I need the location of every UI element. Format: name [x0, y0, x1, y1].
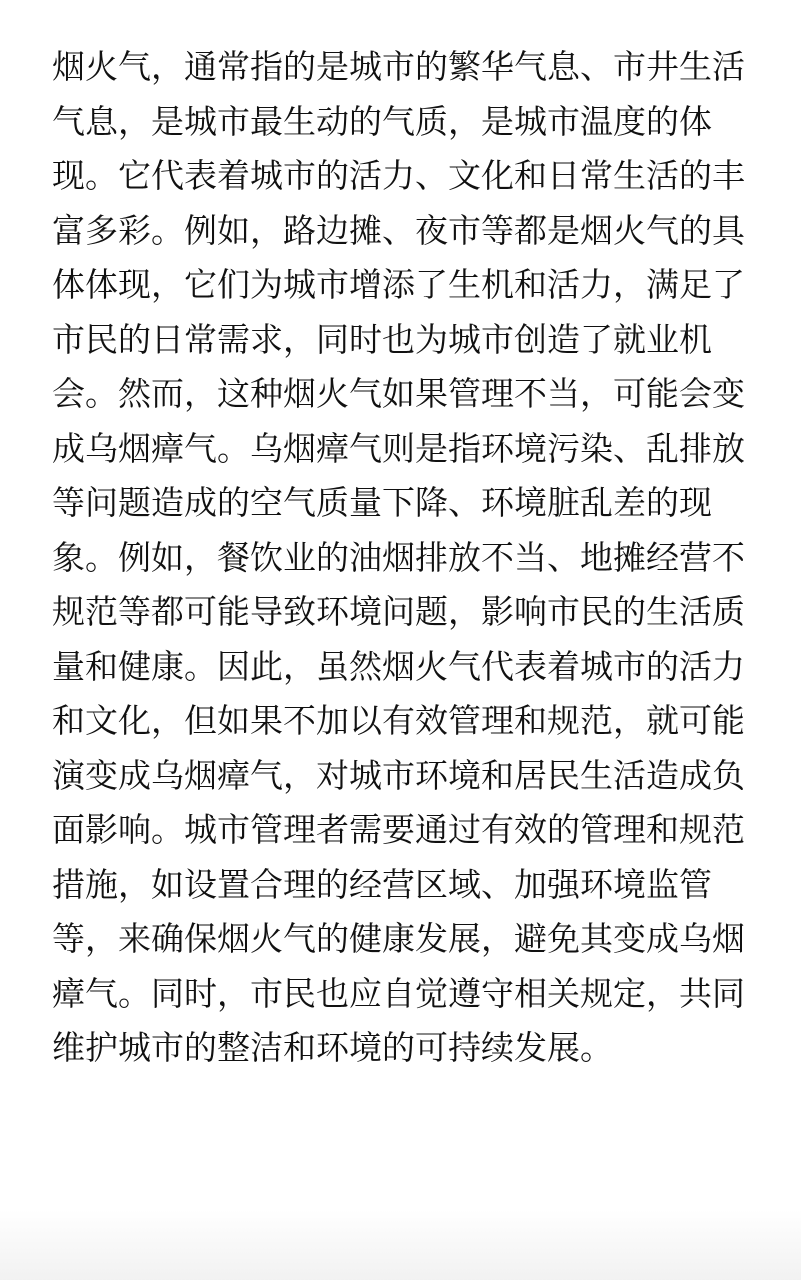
text-line: 瘴气。同时，市民也应自觉遵守相关规定，共同	[52, 973, 745, 1013]
text-line: 规范等都可能导致环境问题，影响市民的生活质	[52, 592, 745, 631]
bottom-fade	[0, 1210, 801, 1280]
text-line: 和文化，但如果不加以有效管理和规范，就可能	[52, 701, 745, 740]
text-line: 市民的日常需求，同时也为城市创造了就业机	[52, 319, 712, 359]
text-line: 演变成乌烟瘴气，对城市环境和居民生活造成负	[52, 755, 745, 795]
text-line: 等，来确保烟火气的健康发展，避免其变成乌烟	[52, 919, 745, 958]
text-line: 烟火气，通常指的是城市的繁华气息、市井生活	[52, 47, 745, 86]
article-body	[52, 40, 752, 1076]
text-line: 象。例如，餐饮业的油烟排放不当、地摊经营不	[52, 537, 745, 577]
text-line: 富多彩。例如，路边摊、夜市等都是烟火气的具	[52, 210, 745, 250]
text-line: 措施，如设置合理的经营区域、加强环境监管	[52, 864, 712, 904]
text-line: 等问题造成的空气质量下降、环境脏乱差的现	[52, 483, 712, 522]
text-line: 现。它代表着城市的活力、文化和日常生活的丰	[52, 156, 745, 195]
text-line: 气息，是城市最生动的气质，是城市温度的体	[52, 101, 712, 141]
text-line: 会。然而，这种烟火气如果管理不当，可能会变	[52, 374, 745, 413]
text-line: 成乌烟瘴气。乌烟瘴气则是指环境污染、乱排放	[52, 428, 745, 468]
text-line: 面影响。城市管理者需要通过有效的管理和规范	[52, 810, 745, 849]
text-line: 维护城市的整洁和环境的可持续发展。	[52, 1028, 613, 1067]
text-line: 体体现，它们为城市增添了生机和活力，满足了	[52, 265, 745, 304]
text-line: 量和健康。因此，虽然烟火气代表着城市的活力	[52, 646, 745, 686]
